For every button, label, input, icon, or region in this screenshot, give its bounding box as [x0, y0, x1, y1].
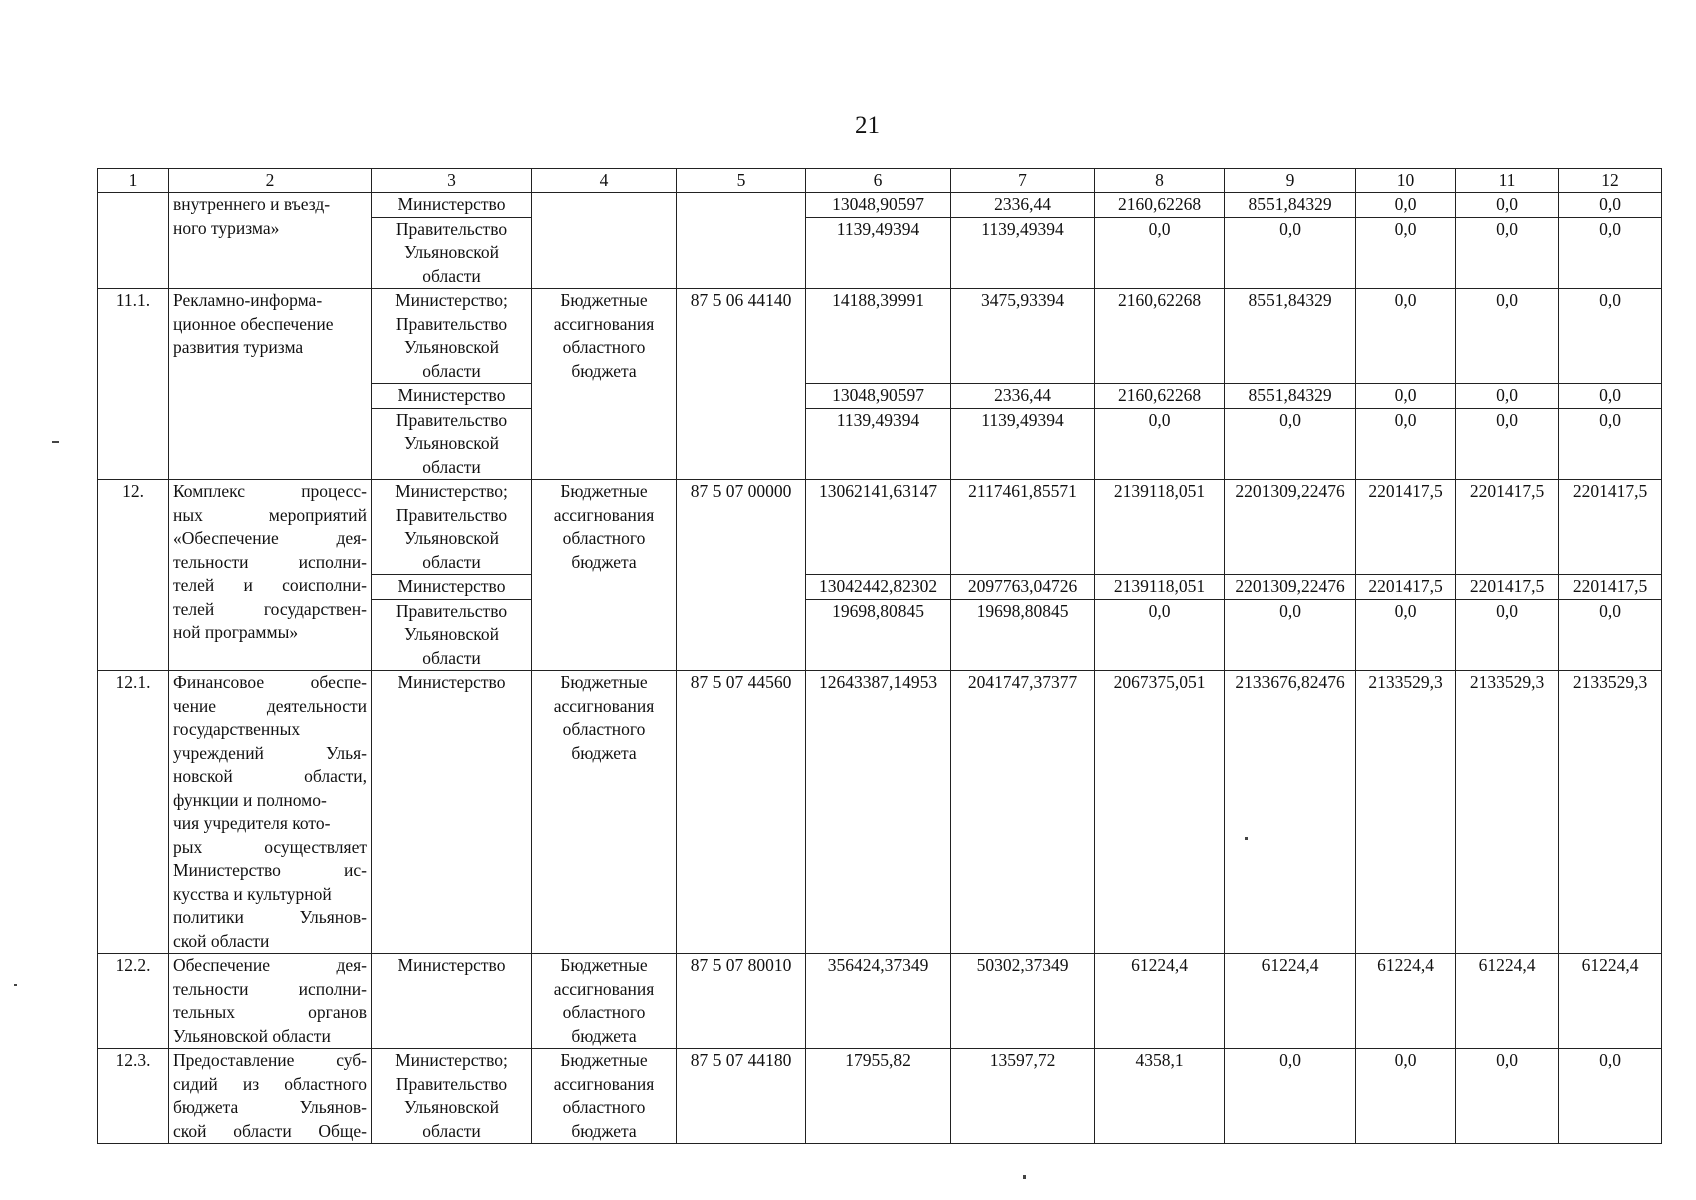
cell-value: 2097763,04726 [951, 575, 1095, 600]
header-cell: 12 [1559, 169, 1662, 193]
cell-value: 2067375,051 [1095, 671, 1225, 954]
cell-value: 2201309,22476 [1225, 575, 1356, 600]
title-line: телей государствен- [173, 598, 367, 619]
table-row [98, 193, 1662, 218]
title-line: тельных органов [173, 1002, 367, 1022]
cell-value: 13597,72 [951, 1049, 1095, 1144]
source-line: Бюджетные [560, 481, 648, 501]
cell-value: 0,0 [1559, 289, 1662, 384]
cell-value: 0,0 [1225, 408, 1356, 480]
cell-value: 61224,4 [1095, 954, 1225, 1049]
header-cell: 5 [677, 169, 806, 193]
title-line: Финансовое обеспе- [173, 672, 367, 692]
cell-value: 0,0 [1456, 193, 1559, 218]
header-cell: 7 [951, 169, 1095, 193]
cell-org [372, 480, 532, 575]
cell-value: 0,0 [1559, 408, 1662, 480]
title-line: ской области [173, 930, 270, 951]
cell-value: 2160,62268 [1095, 193, 1225, 218]
cell-code: 87 5 06 44140 [677, 289, 806, 480]
cell-org: Министерство [372, 193, 532, 218]
title-line: бюджета Ульянов- [173, 1097, 367, 1117]
org-line: Ульяновской [404, 337, 499, 357]
cell-num: 12. [98, 480, 169, 671]
title-line: внутреннего и въезд- [173, 194, 331, 214]
cell-value: 13062141,63147 [806, 480, 951, 575]
source-line: областного [562, 337, 646, 357]
header-cell: 1 [98, 169, 169, 193]
title-line: Предоставление суб- [173, 1050, 367, 1070]
cell-value: 1139,49394 [951, 217, 1095, 289]
source-line: бюджета [571, 1025, 637, 1046]
cell-num: 12.1. [98, 671, 169, 954]
title-line: телей и соисполни- [173, 575, 367, 595]
org-line: Ульяновской [404, 1097, 499, 1117]
org-line: Министерство; [395, 481, 508, 501]
title-line: тельности исполни- [173, 551, 367, 572]
source-line: бюджета [571, 742, 637, 763]
cell-value: 13048,90597 [806, 384, 951, 409]
title-line: ной программы» [173, 622, 299, 642]
cell-value: 0,0 [1356, 384, 1456, 409]
cell-value: 2201417,5 [1356, 575, 1456, 600]
source-line: бюджета [571, 1120, 637, 1141]
cell-value: 0,0 [1356, 408, 1456, 480]
cell-value: 13042442,82302 [806, 575, 951, 600]
cell-value: 2336,44 [951, 193, 1095, 218]
source-line: Бюджетные [560, 672, 648, 692]
cell-value: 8551,84329 [1225, 289, 1356, 384]
header-cell: 9 [1225, 169, 1356, 193]
cell-value: 14188,39991 [806, 289, 951, 384]
title-line: кусства и культурной [173, 883, 332, 904]
title-line: новской области, [173, 766, 367, 786]
source-line: областного [562, 1097, 646, 1117]
org-line: Правительство [395, 1073, 508, 1094]
org-line: Правительство [395, 504, 508, 525]
cell-value: 12643387,14953 [806, 671, 951, 954]
source-line: Бюджетные [560, 290, 648, 310]
budget-table [97, 168, 1662, 1144]
cell-source [532, 1049, 677, 1144]
org-line: области [422, 647, 481, 668]
cell-org: Министерство [372, 575, 532, 600]
cell-value: 1139,49394 [951, 408, 1095, 480]
cell-code: 87 5 07 44180 [677, 1049, 806, 1144]
cell-value: 61224,4 [1456, 954, 1559, 1049]
cell-value: 2133529,3 [1356, 671, 1456, 954]
cell-org [372, 289, 532, 384]
scan-artifact [1245, 837, 1248, 840]
cell-value: 0,0 [1559, 384, 1662, 409]
header-cell: 10 [1356, 169, 1456, 193]
cell-value: 2139118,051 [1095, 480, 1225, 575]
cell-value: 0,0 [1356, 599, 1456, 671]
title-line: сидий из областного [173, 1073, 367, 1094]
title-line: Обеспечение дея- [173, 955, 367, 975]
org-line: области [422, 1120, 481, 1141]
title-line: Рекламно-информа- [173, 290, 323, 310]
title-line: ных мероприятий [173, 504, 367, 525]
cell-source [532, 954, 677, 1049]
cell-title [169, 671, 372, 954]
org-line: области [422, 360, 481, 381]
table-row [98, 954, 1662, 1049]
org-line: области [422, 265, 481, 286]
cell-value: 0,0 [1356, 217, 1456, 289]
scan-artifact [52, 441, 59, 443]
cell-value: 8551,84329 [1225, 193, 1356, 218]
source-line: ассигнования [553, 504, 655, 525]
cell-value: 0,0 [1356, 289, 1456, 384]
cell-value: 0,0 [1456, 599, 1559, 671]
title-line: тельности исполни- [173, 978, 367, 999]
org-line: Министерство; [395, 1050, 508, 1070]
title-line: Министерство ис- [173, 860, 367, 880]
cell-value: 19698,80845 [806, 599, 951, 671]
title-line: развития туризма [173, 337, 304, 357]
cell-org [372, 408, 532, 480]
table-row [98, 289, 1662, 384]
cell-num: 12.2. [98, 954, 169, 1049]
cell-value: 2133529,3 [1559, 671, 1662, 954]
cell-value: 2160,62268 [1095, 384, 1225, 409]
cell-code: 87 5 07 00000 [677, 480, 806, 671]
cell-org [372, 217, 532, 289]
cell-value: 0,0 [1225, 599, 1356, 671]
title-line: ской области Обще- [173, 1120, 367, 1141]
header-cell: 4 [532, 169, 677, 193]
source-line: ассигнования [553, 695, 655, 716]
cell-value: 0,0 [1456, 1049, 1559, 1144]
scan-artifact [1023, 1175, 1026, 1179]
cell-org: Министерство [372, 384, 532, 409]
source-line: Бюджетные [560, 955, 648, 975]
title-line: учреждений Улья- [173, 742, 367, 763]
table-row [98, 671, 1662, 954]
cell-value: 2041747,37377 [951, 671, 1095, 954]
cell-value: 17955,82 [806, 1049, 951, 1144]
source-line: ассигнования [553, 978, 655, 999]
cell-value: 0,0 [1095, 599, 1225, 671]
cell-value: 356424,37349 [806, 954, 951, 1049]
cell-value: 2201417,5 [1456, 575, 1559, 600]
title-line: Ульяновской области [173, 1025, 331, 1046]
org-line: области [422, 456, 481, 477]
cell-value: 0,0 [1559, 1049, 1662, 1144]
org-line: Правительство [395, 409, 508, 430]
cell-value: 2117461,85571 [951, 480, 1095, 575]
source-line: областного [562, 528, 646, 548]
source-line: областного [562, 1002, 646, 1022]
cell-value: 2201417,5 [1356, 480, 1456, 575]
cell-value: 0,0 [1559, 217, 1662, 289]
header-cell: 2 [169, 169, 372, 193]
cell-value: 0,0 [1095, 408, 1225, 480]
cell-value: 2336,44 [951, 384, 1095, 409]
cell-source [532, 289, 677, 480]
cell-num [98, 193, 169, 289]
header-cell: 11 [1456, 169, 1559, 193]
header-cell: 6 [806, 169, 951, 193]
cell-org: Министерство [372, 954, 532, 1049]
title-line: Комплекс процесс- [173, 481, 367, 501]
org-line: Правительство [395, 218, 508, 239]
cell-value: 0,0 [1559, 193, 1662, 218]
title-line: «Обеспечение дея- [173, 528, 367, 548]
cell-code: 87 5 07 80010 [677, 954, 806, 1049]
title-line: ного туризма» [173, 217, 280, 238]
cell-source [532, 193, 677, 289]
cell-value: 0,0 [1225, 217, 1356, 289]
header-cell: 8 [1095, 169, 1225, 193]
cell-value: 2133676,82476 [1225, 671, 1356, 954]
cell-value: 1139,49394 [806, 217, 951, 289]
cell-value: 1139,49394 [806, 408, 951, 480]
cell-value: 2201417,5 [1559, 575, 1662, 600]
source-line: бюджета [571, 551, 637, 572]
cell-value: 0,0 [1095, 217, 1225, 289]
cell-value: 0,0 [1356, 1049, 1456, 1144]
cell-title [169, 193, 372, 289]
cell-value: 0,0 [1456, 384, 1559, 409]
cell-value: 50302,37349 [951, 954, 1095, 1049]
cell-value: 13048,90597 [806, 193, 951, 218]
cell-value: 2160,62268 [1095, 289, 1225, 384]
title-line: чия учредителя кото- [173, 813, 331, 833]
cell-value: 3475,93394 [951, 289, 1095, 384]
table-row [98, 480, 1662, 575]
org-line: Ульяновской [404, 528, 499, 548]
cell-value: 2201417,5 [1456, 480, 1559, 575]
title-line: ционное обеспечение [173, 313, 334, 334]
cell-code [677, 193, 806, 289]
cell-value: 2133529,3 [1456, 671, 1559, 954]
cell-value: 61224,4 [1356, 954, 1456, 1049]
cell-value: 0,0 [1456, 289, 1559, 384]
cell-value: 2201309,22476 [1225, 480, 1356, 575]
org-line: Ульяновской [404, 433, 499, 453]
cell-title [169, 289, 372, 480]
title-line: чение деятельности [173, 695, 367, 716]
header-cell: 3 [372, 169, 532, 193]
source-line: областного [562, 719, 646, 739]
cell-value: 4358,1 [1095, 1049, 1225, 1144]
cell-value: 19698,80845 [951, 599, 1095, 671]
cell-value: 61224,4 [1559, 954, 1662, 1049]
title-line: государственных [173, 719, 301, 739]
cell-value: 2139118,051 [1095, 575, 1225, 600]
cell-value: 2201417,5 [1559, 480, 1662, 575]
cell-title [169, 480, 372, 671]
title-line: рых осуществляет [173, 836, 367, 857]
header-row [98, 169, 1662, 193]
cell-source [532, 671, 677, 954]
title-line: политики Ульянов- [173, 907, 367, 927]
scan-artifact [14, 984, 17, 986]
source-line: ассигнования [553, 313, 655, 334]
source-line: бюджета [571, 360, 637, 381]
org-line: Ульяновской [404, 242, 499, 262]
cell-org: Министерство [372, 671, 532, 954]
cell-num: 11.1. [98, 289, 169, 480]
cell-value: 0,0 [1456, 408, 1559, 480]
table-row [98, 1049, 1662, 1144]
org-line: Правительство [395, 313, 508, 334]
cell-source [532, 480, 677, 671]
cell-value: 0,0 [1559, 599, 1662, 671]
page-number: 21 [855, 112, 880, 139]
cell-org [372, 599, 532, 671]
cell-value: 8551,84329 [1225, 384, 1356, 409]
cell-num: 12.3. [98, 1049, 169, 1144]
source-line: ассигнования [553, 1073, 655, 1094]
org-line: Ульяновской [404, 624, 499, 644]
cell-value: 0,0 [1225, 1049, 1356, 1144]
cell-code: 87 5 07 44560 [677, 671, 806, 954]
cell-value: 61224,4 [1225, 954, 1356, 1049]
cell-title [169, 954, 372, 1049]
cell-org [372, 1049, 532, 1144]
org-line: области [422, 551, 481, 572]
cell-value: 0,0 [1356, 193, 1456, 218]
title-line: функции и полномо- [173, 789, 327, 810]
org-line: Министерство; [395, 290, 508, 310]
cell-title [169, 1049, 372, 1144]
org-line: Правительство [395, 600, 508, 621]
cell-value: 0,0 [1456, 217, 1559, 289]
source-line: Бюджетные [560, 1050, 648, 1070]
